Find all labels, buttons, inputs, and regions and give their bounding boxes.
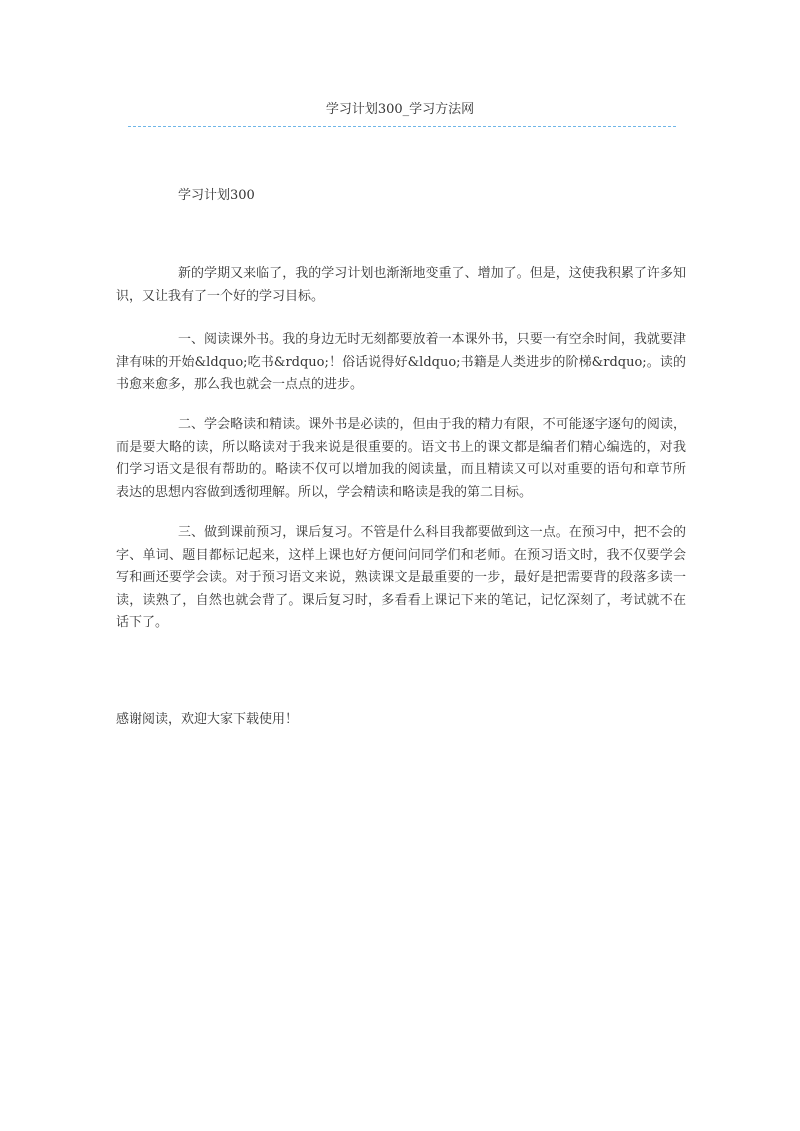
closing-note: 感谢阅读，欢迎大家下载使用！ (116, 712, 299, 727)
paragraph-intro: 新的学期又来临了，我的学习计划也渐渐地变重了、增加了。但是，这使我积累了许多知识，又让我有了一个好的学习目标。 (116, 266, 686, 304)
paragraph-skimming: 二、学会略读和精读。课外书是必读的，但由于我的精力有限，不可能逐字逐句的阅读，而是要大略的读，所以略读对于我来说是很重要的。语文书上的课文都是编者们精心编选的，对我们学习语文是很有帮助的。略读不仅可以增加我的阅读量，而且精读又可以对重要的语句和章节所表达的思想内容做到透彻理解。所以，学会精读和略读是我的第二目标。 (116, 417, 686, 500)
paragraph-preview-review: 三、做到课前预习，课后复习。不管是什么科目我都要做到这一点。在预习中，把不会的字、单词、题目都标记起来，这样上课也好方便问问同学们和老师。在预习语文时，我不仅要学会写和画还要学会读。对于预习语文来说，熟读课文是最重要的一步，最好是把需要背的段落多读一读，读熟了，自然也就会背了。课后复习时，多看看上课记下来的笔记，记忆深刻了，考试就不在话下了。 (116, 525, 686, 630)
paragraph-reading: 一、阅读课外书。我的身边无时无刻都要放着一本课外书，只要一有空余时间，我就要津津有味的开始&ldquo;吃书&rdquo;！俗话说得好&ldquo;书籍是人类进步的阶梯&rdquo;。读的书愈来愈多，那么我也就会一点点的进步。 (116, 332, 686, 392)
header-divider (128, 126, 676, 127)
header-title: 学习计划300_学习方法网 (325, 102, 475, 117)
document-title: 学习计划300 (178, 188, 255, 203)
